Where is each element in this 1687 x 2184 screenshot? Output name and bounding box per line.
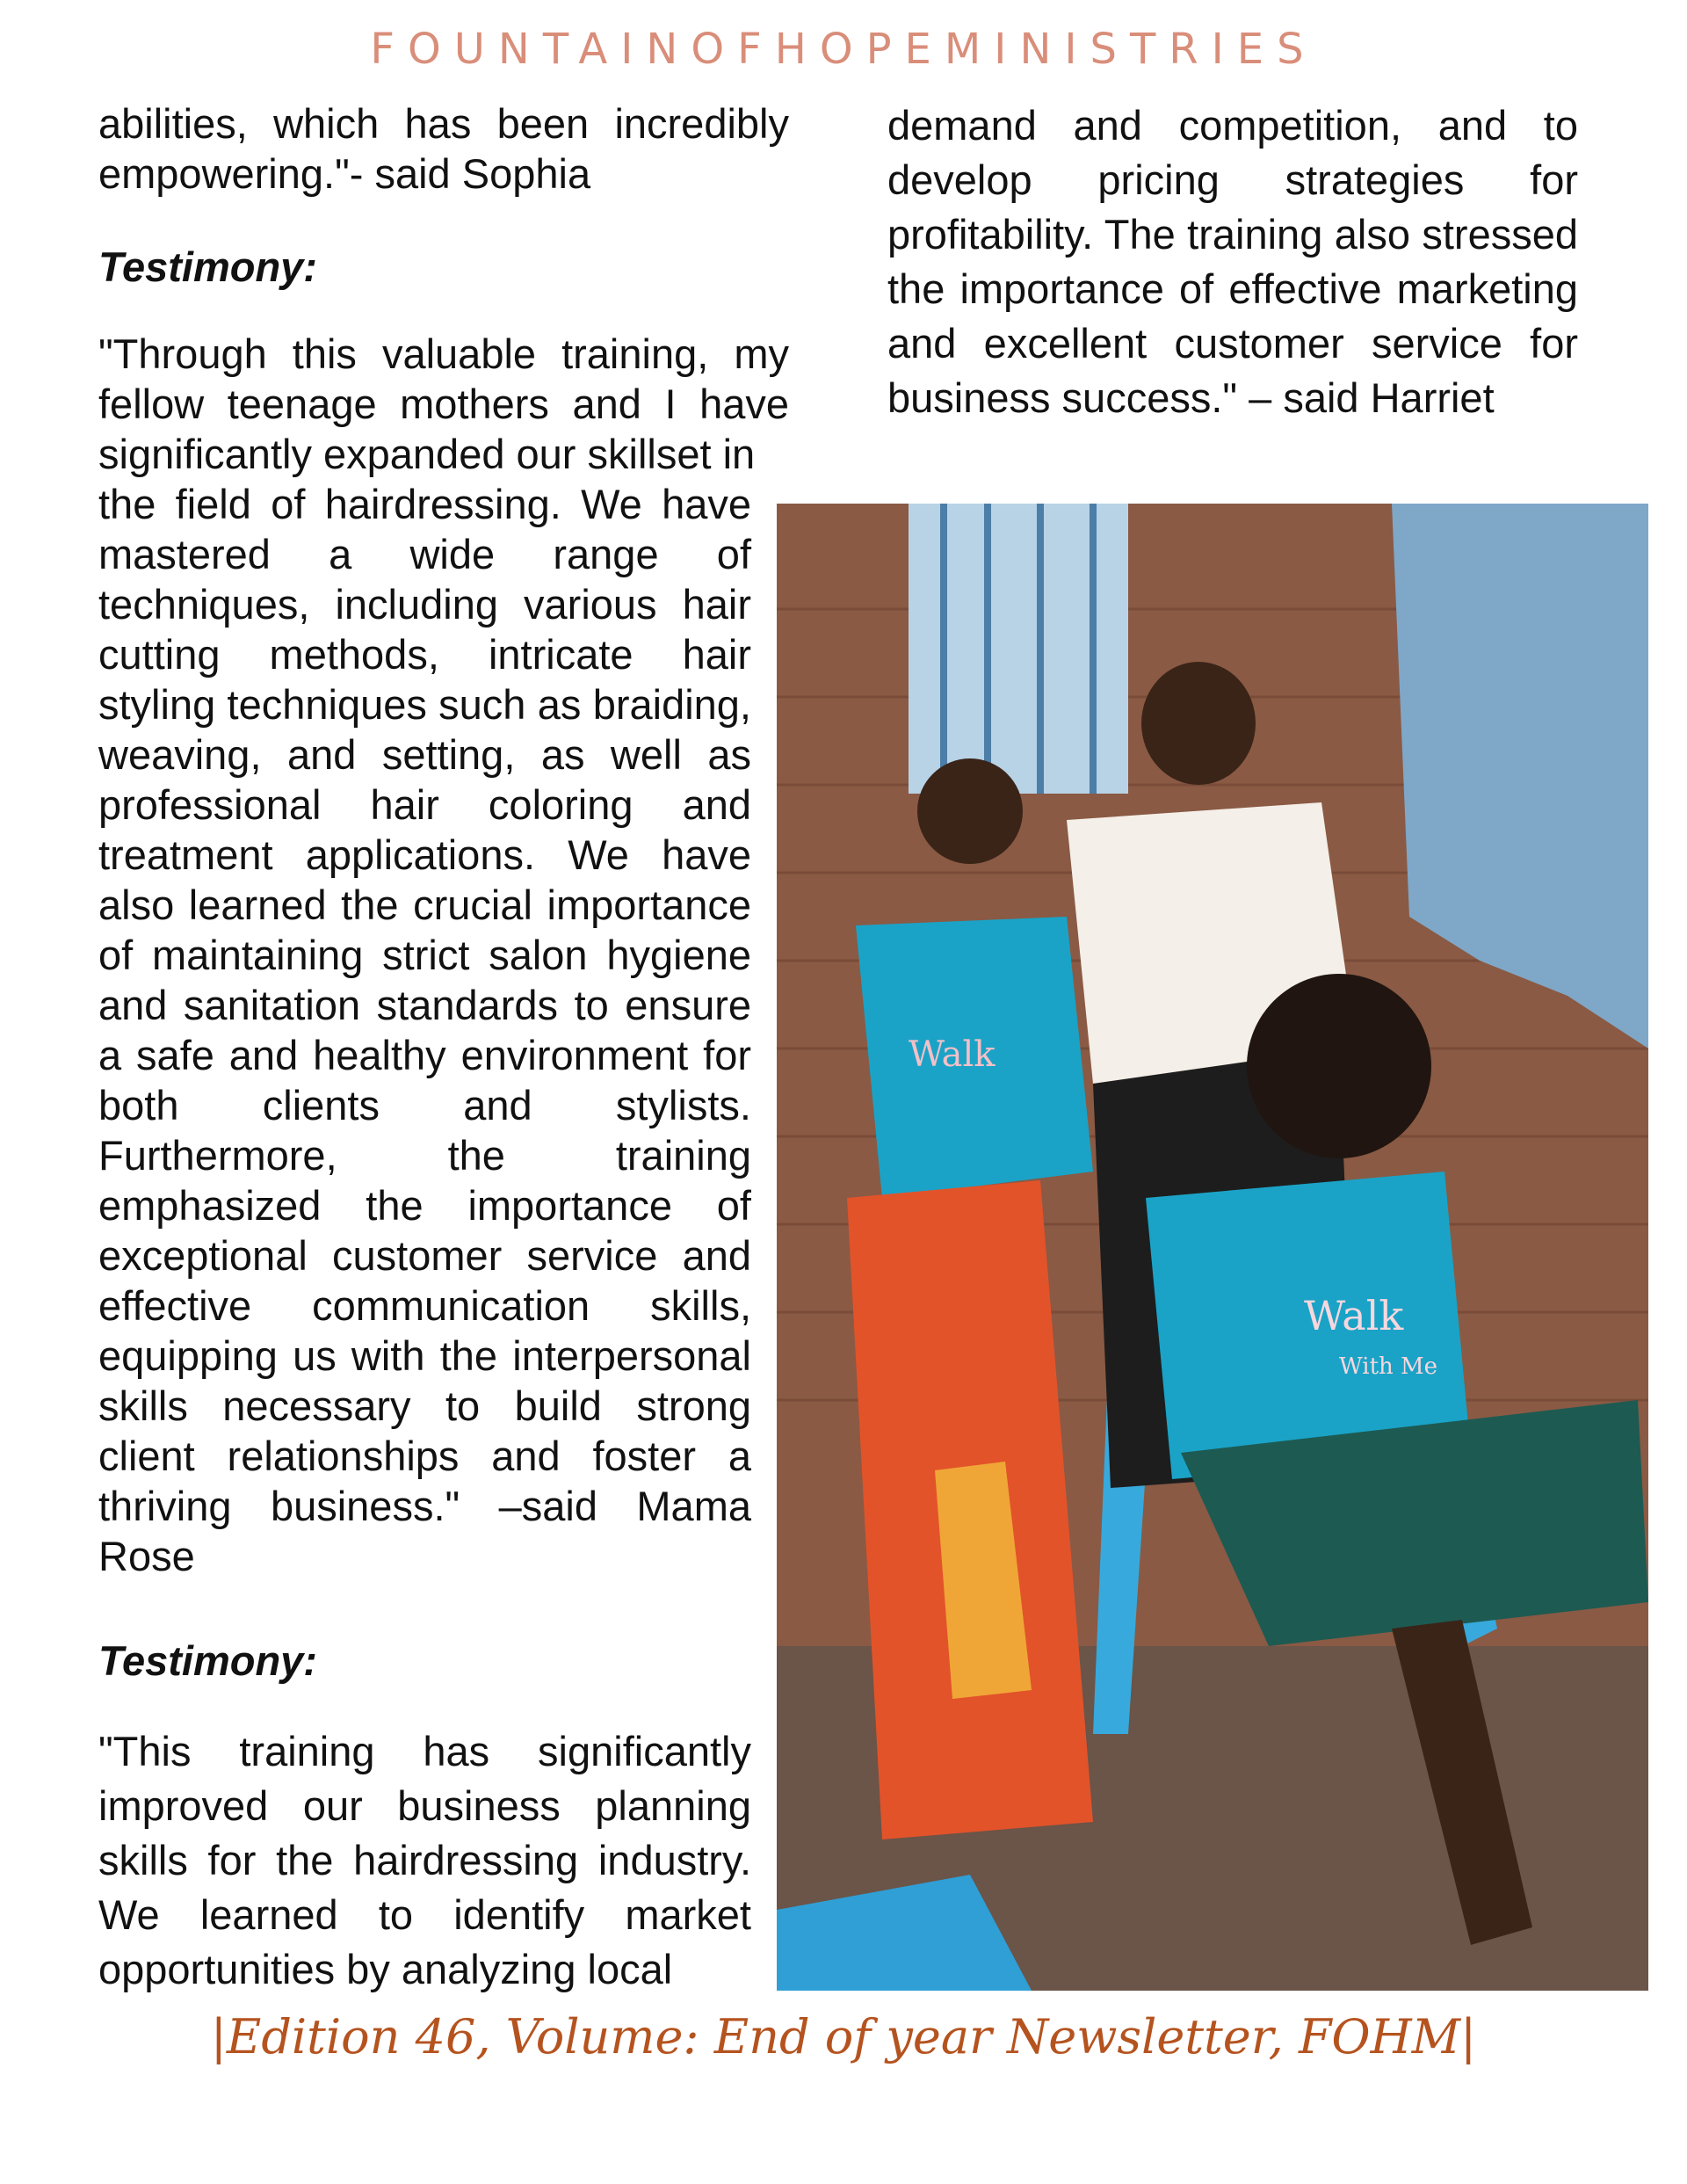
woman-left-head: [917, 758, 1023, 864]
testimony-heading-2: Testimony:: [98, 1637, 317, 1684]
seated-shirt-text-2: With Me: [1339, 1353, 1438, 1380]
seated-shirt-text-1: Walk: [1304, 1292, 1404, 1339]
testimony-1-top-paragraph: "Through this valuable training, my fellow teenage mothers and I have significantly expanded our skillset in: [98, 330, 789, 477]
intro-paragraph: abilities, which has been incredibly empowering."- said Sophia: [98, 100, 789, 197]
photo-illustration: [777, 504, 1648, 1991]
woman-left-shirt-text: Walk: [909, 1034, 996, 1075]
newsletter-header: FOUNTAINOFHOPEMINISTRIES: [370, 25, 1317, 74]
woman-center-head: [1141, 662, 1256, 785]
newsletter-footer: |Edition 46, Volume: End of year Newsletter, FOHM|: [210, 2009, 1477, 2064]
salon-training-photo: [777, 504, 1648, 1991]
testimony-2-paragraph: "This training has significantly improved our business planning skills for the hairdressing industry. We learned to identify market opportunities by analyzing local: [98, 1728, 751, 1992]
testimony-heading-1: Testimony:: [98, 243, 317, 290]
seated-woman-head: [1247, 974, 1431, 1158]
harriet-testimony-paragraph: demand and competition, and to develop pricing strategies for profitability. The training also stressed the importance of effective marketing and excellent customer service for business success." – said Harriet: [887, 102, 1578, 421]
testimony-1-paragraph: the field of hairdressing. We have mastered a wide range of techniques, including various hair cutting methods, intricate hair styling techniques such as braiding, weaving, and setting, as well as professional hair coloring and treatment applications. We have also learned the crucial importance of maintaining strict salon hygiene and sanitation standards to ensure a safe and healthy environment for both clients and stylists. Furthermore, the training emphasized the importance of exceptional customer service and effective communication skills, equipping us with the interpersonal skills necessary to build strong client relationships and foster a thriving business." –said Mama Rose: [98, 481, 751, 1579]
